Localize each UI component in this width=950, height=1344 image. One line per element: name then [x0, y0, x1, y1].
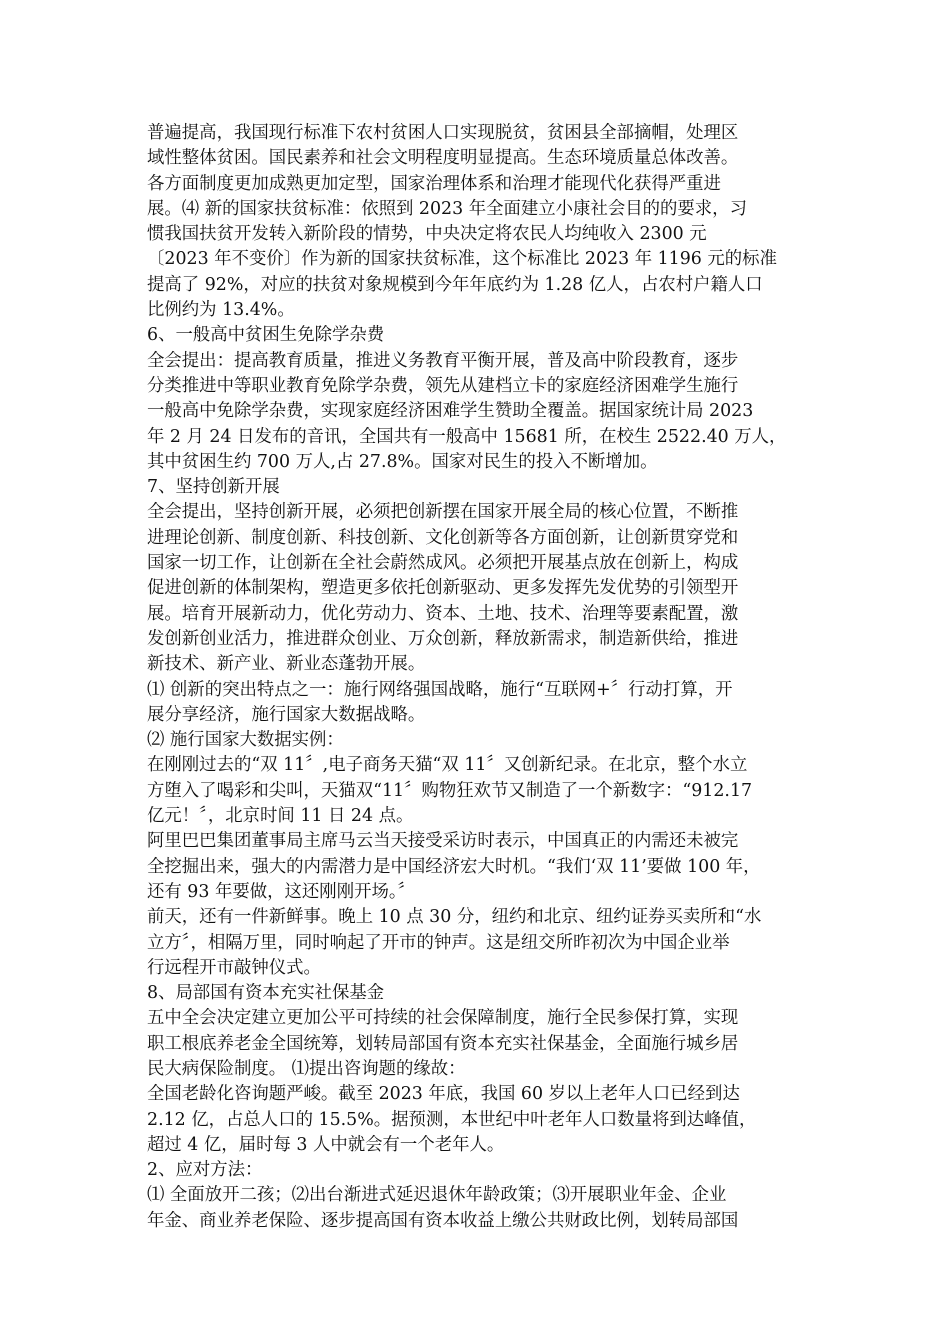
- text-line: 阿里巴巴集团董事局主席马云当天接受采访时表示，中国真正的内需还未被完: [147, 831, 739, 852]
- text-line: 展。培育开展新动力，优化劳动力、资本、土地、技术、治理等要素配置，激: [147, 603, 739, 624]
- text-line: 在刚刚过去的“双 11〞,电子商务天猫“双 11〞又创新纪录。在北京，整个水立: [147, 755, 748, 776]
- text-line: 〔2023 年不变价〕作为新的国家扶贫标准，这个标准比 2023 年 1196 元的标准: [147, 249, 777, 270]
- text-line: 职工根底养老金全国统筹，划转局部国有资本充实社保基金，全面施行城乡居: [147, 1033, 739, 1054]
- text-line: 民大病保险制度。 ⑴提出咨询题的缘故：: [147, 1058, 466, 1079]
- text-line: 惯我国扶贫开发转入新阶段的情势，中央决定将农民人均纯收入 2300 元: [147, 224, 707, 245]
- text-line: 分类推进中等职业教育免除学杂费，领先从建档立卡的家庭经济困难学生施行: [147, 375, 739, 396]
- text-line: 前天，还有一件新鲜事。晚上 10 点 30 分，纽约和北京、纽约证券买卖所和“水: [147, 907, 762, 928]
- text-line: 普遍提高，我国现行标准下农村贫困人口实现脱贫，贫困县全部摘帽，处理区: [147, 123, 739, 143]
- text-line: 进理论创新、制度创新、科技创新、文化创新等各方面创新，让创新贯穿党和: [147, 527, 739, 548]
- text-line: 年金、商业养老保险、逐步提高国有资本收益上缴公共财政比例，划转局部国: [147, 1210, 739, 1231]
- text-line: 还有 93 年要做，这还刚刚开场。〞: [147, 881, 415, 902]
- text-line: 其中贫困生约 700 万人,占 27.8%。国家对民生的投入不断增加。: [147, 451, 658, 472]
- text-line: 行远程开市敲钟仪式。: [147, 957, 321, 978]
- text-line: 2.12 亿，占总人口的 15.5%。据预测，本世纪中叶老年人口数量将到达峰值，: [147, 1109, 757, 1130]
- text-line: 2、应对方法：: [147, 1160, 263, 1181]
- text-line: 促进创新的体制架构，塑造更多依托创新驱动、更多发挥先发优势的引领型开: [147, 578, 739, 599]
- text-line: 7、坚持创新开展: [147, 477, 280, 498]
- text-line: 域性整体贫困。国民素养和社会文明程度明显提高。生态环境质量总体改善。: [147, 148, 739, 169]
- text-line: 一般高中免除学杂费，实现家庭经济困难学生赞助全覆盖。据国家统计局 2023: [147, 401, 754, 422]
- text-line: 各方面制度更加成熟更加定型，国家治理体系和治理才能现代化获得严重进: [147, 173, 721, 194]
- text-line: ⑵ 施行国家大数据实例：: [147, 730, 344, 751]
- text-line: ⑴ 创新的突出特点之一：施行网络强国战略，施行“互联网+〞行动打算，开: [147, 679, 733, 700]
- document-body: [147, 121, 807, 1234]
- text-line: 提高了 92%，对应的扶贫对象规模到今年年底约为 1.28 亿人，占农村户籍人口: [147, 274, 763, 295]
- text-line: 比例约为 13.4%。: [147, 300, 295, 321]
- document-page: [147, 121, 807, 1234]
- text-line: 年 2 月 24 日发布的音讯，全国共有一般高中 15681 所，在校生 2522.40 万人，: [147, 426, 787, 447]
- text-line: 全会提出，坚持创新开展，必须把创新摆在国家开展全局的核心位置，不断推: [147, 502, 739, 523]
- text-line: 6、一般高中贫困生免除学杂费: [147, 325, 385, 346]
- text-line: 8、局部国有资本充实社保基金: [147, 983, 385, 1004]
- text-line: 全会提出：提高教育质量，推进义务教育平衡开展，普及高中阶段教育，逐步: [147, 350, 739, 371]
- text-line: 亿元！〞，北京时间 11 日 24 点。: [147, 806, 414, 827]
- text-line: 方堕入了喝彩和尖叫，天猫双“11〞购物狂欢节又制造了一个新数字：“912.17: [147, 780, 753, 801]
- text-line: 展分享经济，施行国家大数据战略。: [147, 704, 426, 725]
- text-line: 五中全会决定建立更加公平可持续的社会保障制度，施行全民参保打算，实现: [147, 1008, 739, 1029]
- text-line: 发创新创业活力，推进群众创业、万众创新，释放新需求，制造新供给，推进: [147, 628, 739, 649]
- text-line: 超过 4 亿，届时每 3 人中就会有一个老年人。: [147, 1134, 505, 1155]
- text-line: 全挖掘出来，强大的内需潜力是中国经济宏大时机。“我们‘双 11’要做 100 年，: [147, 856, 761, 877]
- text-line: 展。⑷ 新的国家扶贫标准：依照到 2023 年全面建立小康社会目的的要求，习: [147, 198, 747, 219]
- text-line: 全国老龄化咨询题严峻。截至 2023 年底，我国 60 岁以上老年人口已经到达: [147, 1084, 740, 1105]
- text-line: ⑴ 全面放开二孩；⑵出台渐进式延迟退休年龄政策；⑶开展职业年金、企业: [147, 1185, 727, 1206]
- text-line: 立方〞，相隔万里，同时响起了开市的钟声。这是纽交所昨初次为中国企业举: [147, 932, 730, 953]
- text-line: 国家一切工作，让创新在全社会蔚然成风。必须把开展基点放在创新上，构成: [147, 553, 739, 574]
- text-line: 新技术、新产业、新业态蓬勃开展。: [147, 654, 426, 675]
